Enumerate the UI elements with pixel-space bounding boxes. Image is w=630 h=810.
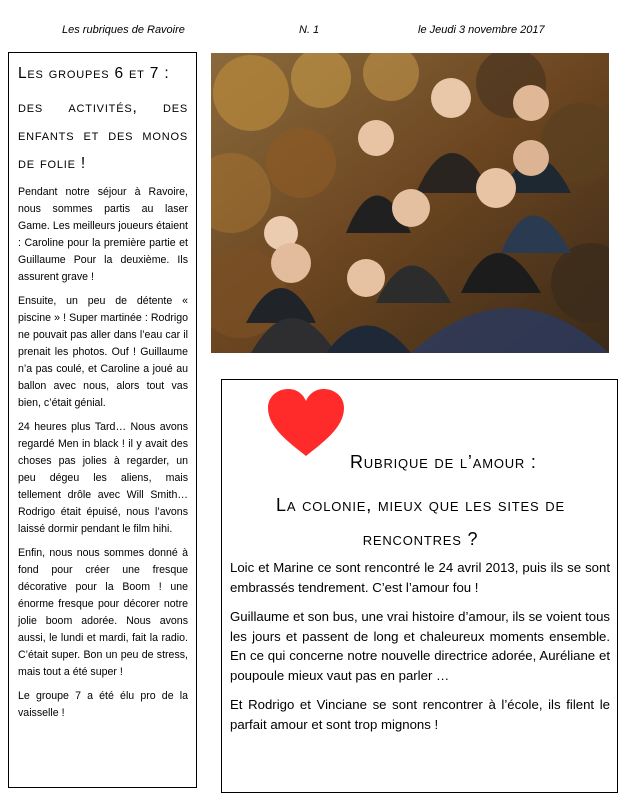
love-column-body [230, 558, 610, 744]
article-paragraph: Le groupe 7 a été élu pro de la vaisselle ! [18, 690, 188, 719]
love-column-subtitle: La colonie, mieux que les sites de rencontres ? [276, 495, 565, 549]
love-column-title: Rubrique de l’amour : [350, 452, 537, 472]
groups-title-line1: Les groupes 6 et 7 : [18, 65, 170, 82]
newsletter-name: Les rubriques de Ravoire [62, 24, 185, 36]
love-paragraph: Guillaume et son bus, une vrai histoire d’amour, ils se voient tous les jours et passent de long et chaleureux moments ensemble. En ce qui concerne notre nouvelle directrice adorée, Auréliane et poupoule mieux vaut pas en parler … [230, 609, 610, 683]
article-paragraph: Enfin, nous nous sommes donné à fond pour créer une fresque décorative pour la Boom ! une énorme fresque pour décorer notre jolie boom adorée. Nous avons aussi, le lundi et mardi, fait la radio. C’était super. Bon un peu de stress, mais tout a été super ! [18, 547, 188, 678]
groups-article [8, 52, 197, 788]
issue-date: le Jeudi 3 novembre 2017 [418, 24, 545, 36]
group-photo [211, 53, 609, 353]
love-paragraph: Loic et Marine ce sont rencontré le 24 avril 2013, puis ils se sont embrassés tendrement. C’est l’amour fou ! [230, 560, 610, 595]
article-paragraph: Ensuite, un peu de détente « piscine » ! Super martinée : Rodrigo ne pouvait pas aller dans l’eau car il prenait les photos. Ouf ! Guillaume n’a pas coulé, et Caroline a joué au ballon avec nous, alors tout vas bien, c’était génial. [18, 295, 188, 409]
issue-number: N. 1 [299, 24, 320, 36]
groups-article-title [18, 60, 188, 178]
article-paragraph: 24 heures plus Tard… Nous avons regardé Men in black ! il y avait des choses pas jolies à regarder, un peu dégeu les aliens, mais tellement drôle avec Will Smith… Rodrigo était épuisé, nous l’avons laissé dormir pendant le film hihi. [18, 421, 188, 535]
groups-title-rest: des activités, des enfants et des monos de folie ! [18, 99, 188, 172]
love-column [221, 379, 618, 793]
heart-icon [266, 388, 346, 458]
page-header [0, 24, 630, 40]
love-paragraph: Et Rodrigo et Vinciane se sont rencontrer à l’école, ils filent le parfait amour et sont trop mignons ! [230, 697, 610, 732]
article-paragraph: Pendant notre séjour à Ravoire, nous sommes partis au laser Game. Les meilleurs joueurs étaient : Caroline pour la première partie et Guillaume Pour la deuxième. Ils assurent grave ! [18, 186, 188, 283]
